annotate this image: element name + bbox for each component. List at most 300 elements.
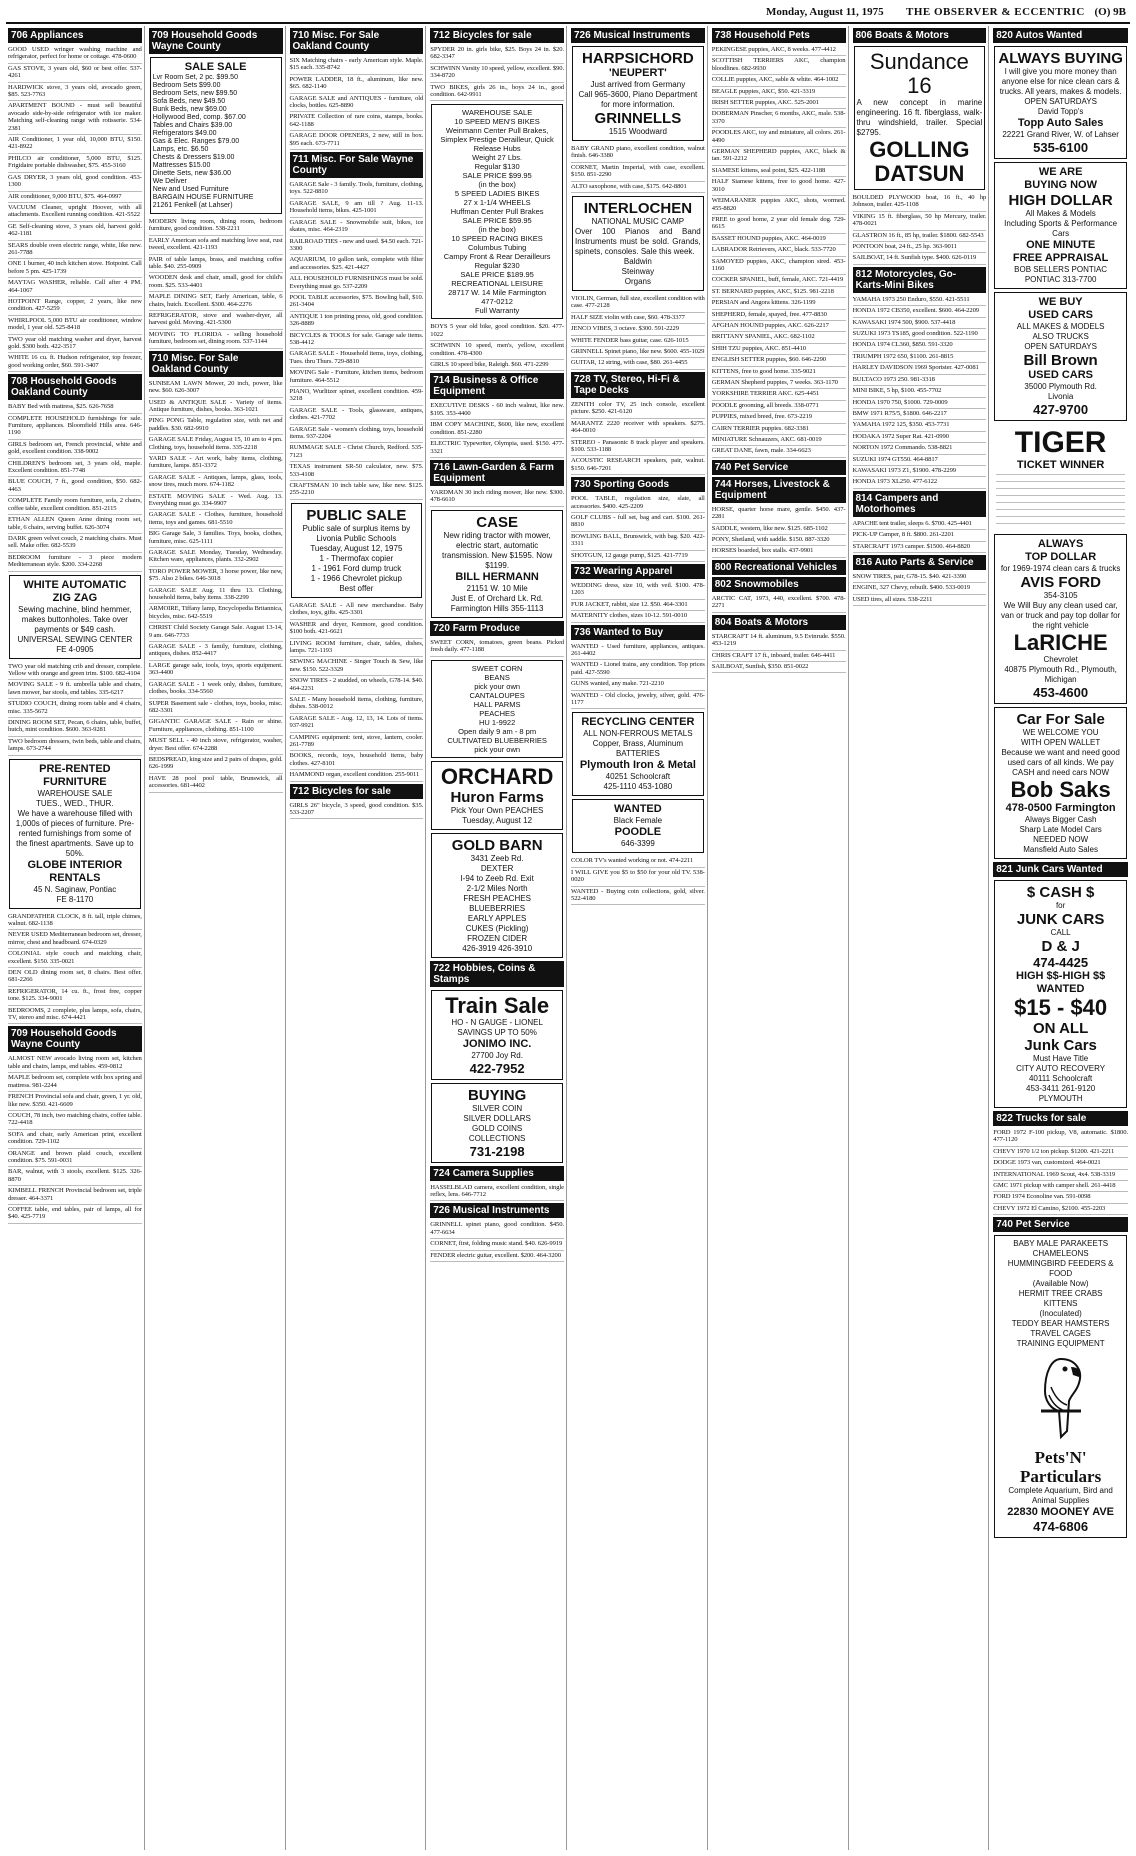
ad-line: Weinmann Center Pull Brakes, Simplex Prestige Derailleur, Quick Release Hubs xyxy=(440,126,554,154)
always-buying-line: David Topp's xyxy=(1037,107,1084,116)
classified-ad: MARANTZ 2220 receiver with speakers. $275. 464-0010 xyxy=(571,419,705,438)
classified-ad: FUR JACKET, rabbit, size 12. $50. 464-3301 xyxy=(571,600,705,611)
gold-barn-lines xyxy=(434,854,560,954)
classified-columns xyxy=(6,26,1130,1850)
classified-ad: GARAGE SALE - 1 week only, dishes, furniture, clothes, books. 334-5560 xyxy=(149,680,283,699)
classified-ad: AQUARIUM, 10 gallon tank, complete with filter and accessories. $25. 421-4427 xyxy=(290,255,424,274)
classified-ad: BEDROOM furniture - 3 piece modern Mediterranean style. $200. 334-2268 xyxy=(8,553,142,572)
tiger-title: TIGER xyxy=(1014,426,1107,459)
ad-line: BLUEBERRIES xyxy=(469,903,526,913)
ads-710 xyxy=(290,56,424,150)
ads-736b xyxy=(571,856,705,905)
classified-ad: ALMOST NEW avocado living room set, kitchen table and chairs, lamps, end tables. 459-0812 xyxy=(8,1054,142,1073)
zigzag-ad xyxy=(9,575,141,659)
ads-709 xyxy=(8,1054,142,1223)
classified-ad: SUNBEAM LAWN Mower, 20 inch, power, like new. $60. 626-3007 xyxy=(149,379,283,398)
public-sale-line: Best offer xyxy=(339,583,374,593)
sale-sale-ad xyxy=(150,57,282,214)
ad-line: Bedroom Sets, new $99.50 xyxy=(152,90,238,97)
classified-ad: USED tires, all sizes. 538-2211 xyxy=(853,595,987,606)
section-header-744: 744 Horses, Livestock & Equipment xyxy=(712,477,846,503)
recycling-line: 40251 Schoolcraft xyxy=(605,772,671,782)
ad-line: Lvr Room Set, 2 pc. $99.50 xyxy=(152,74,238,81)
zigzag-line: Sewing machine, blind hemmer, makes buttonholes. Take over payments or $49 cash. UNIVERSAL SEWING CENTER xyxy=(17,604,133,644)
classified-ad: TWO BIKES, girls 26 in., boys 24 in., good condition. 642-9911 xyxy=(430,83,564,102)
ads-708b xyxy=(8,662,142,756)
classified-ad: GREAT DANE, fawn, male. 334-6623 xyxy=(712,446,846,457)
classified-ad: SIX Matching chairs - early American style. Maple. $15 each. 335-8742 xyxy=(290,56,424,75)
column-7 xyxy=(851,26,990,1850)
classified-ad: WHITE FENDER bass guitar, case. 626-1015 xyxy=(571,336,705,347)
section-header-800: 800 Recreational Vehicles xyxy=(712,560,846,575)
ad-line: Chests & Dressers $19.00 xyxy=(152,154,235,161)
classified-ad: HONDA 1970 750, $1000. 729-0009 xyxy=(853,398,987,409)
high-dollar-line: WE ARE xyxy=(1038,166,1083,178)
orchard-line: Tuesday, August 12 xyxy=(462,815,533,825)
ad-line: EARLY APPLES xyxy=(467,913,527,923)
classified-ad: MODERN living room, dining room, bedroom furniture, good condition. 538-2211 xyxy=(149,217,283,236)
classified-ad: GIRLS 10 speed bike, Raleigh. $60. 471-2299 xyxy=(430,360,564,371)
car-for-sale-line: NEEDED NOW xyxy=(1033,835,1089,844)
classified-ad: GAS STOVE, 3 years old, $60 or best offer. 537-4261 xyxy=(8,64,142,83)
interlochen-line: Baldwin xyxy=(623,257,652,267)
classified-ad: SAILBOAT, 14 ft. Sunfish type. $400. 626-0119 xyxy=(853,253,987,264)
section-header-738: 738 Household Pets xyxy=(712,28,846,43)
ad-line: RECREATIONAL LEISURE xyxy=(451,279,543,289)
classified-ad: MAPLE bedroom set, complete with box spring and mattress. 981-2244 xyxy=(8,1073,142,1092)
classified-ad: POOL TABLE, regulation size, slate, all accessories. $400. 425-2209 xyxy=(571,494,705,513)
classified-ad: WHITE 16 cu. ft. Hudson refrigerator, top freezer, good working order, $60. 591-3407 xyxy=(8,353,142,372)
case-line: Farmington Hills 355-1113 xyxy=(450,603,544,613)
classified-ad: SALE - Many household items, clothing, furniture, dishes. 538-0012 xyxy=(290,695,424,714)
classified-ad: BABY GRAND piano, excellent condition, walnut finish. 646-3380 xyxy=(571,144,705,163)
recycling-line: ALL NON-FERROUS METALS xyxy=(583,729,693,739)
junk-line: ON ALL xyxy=(1032,1020,1089,1037)
section-header-722: 722 Hobbies, Coins & Stamps xyxy=(430,961,564,987)
classified-ad: HONDA 1974 CL360, $850. 591-3320 xyxy=(853,340,987,351)
prerented-line: FE 8-1170 xyxy=(56,894,94,904)
high-dollar-line: Including Sports & Performance Cars xyxy=(1004,219,1118,238)
high-dollar-line: BOB SELLERS PONTIAC xyxy=(1014,265,1108,274)
ad-line: Bedroom Sets $99.00 xyxy=(152,82,221,89)
sundance-ad xyxy=(854,46,986,190)
classified-ad: CHRIST Child Society Garage Sale. August 13-14, 9 am. 646-7733 xyxy=(149,623,283,642)
classified-ad: GAS DRYER, 3 years old, good condition. 453-1300 xyxy=(8,173,142,192)
warehouse-sale-ad xyxy=(431,104,563,319)
harpsichord-ad xyxy=(572,46,704,141)
classified-ad: FREE to good home, 2 year old female dog. 729-6615 xyxy=(712,215,846,234)
classified-ad: WANTED - Used furniture, appliances, antiques. 261-4402 xyxy=(571,642,705,661)
classified-ad: NORTON 1972 Commando. 538-8821 xyxy=(853,443,987,454)
ads-730 xyxy=(571,494,705,562)
prerented-line: TUES., WED., THUR. xyxy=(36,798,114,808)
pets-n-particulars-name: Pets'N' Particulars xyxy=(1020,1448,1102,1487)
classified-ad: GARAGE SALE - All new merchandise. Baby clothes, toys, gifts. 425-3301 xyxy=(290,601,424,620)
classified-ad: GLASTRON 16 ft., 85 hp, trailer. $1800. 682-5543 xyxy=(853,231,987,242)
section-header-822: 822 Trucks for sale xyxy=(993,1111,1128,1126)
section-header-724: 724 Camera Supplies xyxy=(430,1166,564,1181)
ad-line: SALE PRICE $59.95 xyxy=(462,216,532,226)
classified-ad: VACUUM Cleaner, upright Hoover, with all attachments. Excellent running condition. 421-5522 xyxy=(8,203,142,222)
classified-ad: RAILROAD TIES - new and used. $4.50 each. 721-3300 xyxy=(290,237,424,256)
classified-ad: GARAGE SALE, 9 am till ? Aug. 11-13. Household items, bikes. 425-1001 xyxy=(290,199,424,218)
avis-line: ALWAYS xyxy=(1037,538,1084,550)
ads-711 xyxy=(290,180,424,500)
classified-ad: COFFEE table, end tables, pair of lamps, all for $40. 425-7719 xyxy=(8,1205,142,1224)
junk-line: WANTED xyxy=(1036,983,1085,995)
classified-ad: BMW 1971 R75/5, $1800. 646-2217 xyxy=(853,409,987,420)
junk-line: Must Have Title xyxy=(1033,1054,1089,1063)
classified-ad: LARGE garage sale, tools, toys, sports equipment. 363-4400 xyxy=(149,661,283,680)
lariche-name: LaRICHE xyxy=(1013,630,1108,655)
junk-line: $ CASH $ xyxy=(1026,884,1095,901)
ad-line: 10 SPEED RACING BIKES xyxy=(451,234,543,244)
poodle-line: Black Female xyxy=(613,816,663,826)
ad-line: HU 1-9922 xyxy=(478,717,516,727)
orchard-line: Pick Your Own PEACHES xyxy=(450,805,544,815)
interlochen-line: Organs xyxy=(624,277,651,287)
ads-732 xyxy=(571,581,705,623)
gold-barn-title: GOLD BARN xyxy=(451,836,543,854)
classified-ad: CHILDREN'S bedroom set, 3 years old, maple. Excellent condition. 851-7748 xyxy=(8,459,142,478)
classified-ad: SPYDER 20 in. girls bike, $25. Boys 24 in. $20. 682-3347 xyxy=(430,45,564,64)
classified-ad: BASSET HOUND puppies, AKC. 464-0019 xyxy=(712,234,846,245)
zigzag-line: ZIG ZAG xyxy=(52,591,98,604)
classified-ad: YORKSHIRE TERRIER AKC. 625-4451 xyxy=(712,389,846,400)
classified-ad: GIRLS 26" bicycle, 3 speed, good condition. $35. 533-2207 xyxy=(290,801,424,820)
classified-ad: BOOKS, records, toys, household items, baby clothes. 427-8101 xyxy=(290,751,424,770)
classified-ad: MATERNITY clothes, sizes 10-12. 591-0010 xyxy=(571,611,705,622)
classified-ad: GARAGE SALE - Tools, glassware, antiques, clothes. 421-7702 xyxy=(290,406,424,425)
section-header-732: 732 Wearing Apparel xyxy=(571,564,705,579)
car-for-sale-line: Because we want and need good used cars of all kinds. We pay CASH and need cars NOW xyxy=(1001,748,1120,777)
buying-line: COLLECTIONS xyxy=(468,1133,526,1143)
classified-ad: BEDROOMS, 2 complete, plus lamps, sofa, chairs, TV, stereo and misc. 674-4421 xyxy=(8,1006,142,1025)
car-for-sale-line: WITH OPEN WALLET xyxy=(1020,738,1101,747)
classified-ad: PAIR of table lamps, brass, and matching coffee table. $40. 255-0909 xyxy=(149,255,283,274)
classified-ad: YAMAHA 1973 250 Enduro, $550. 421-5511 xyxy=(853,295,987,306)
section-header-821: 821 Junk Cars Wanted xyxy=(993,862,1128,877)
ad-line: Weight 27 Lbs. xyxy=(472,153,523,163)
avis-line: TOP DOLLAR xyxy=(1025,551,1097,563)
classified-ad: EXECUTIVE DESKS - 60 inch walnut, like new. $195. 353-4400 xyxy=(430,401,564,420)
pets-line: Complete Aquarium, Bird and Animal Supplies xyxy=(1008,1486,1113,1506)
classified-ad: HARLEY DAVIDSON 1969 Sportster. 427-0081 xyxy=(853,363,987,374)
masthead-paper-name: THE OBSERVER & ECCENTRIC xyxy=(906,6,1085,18)
classified-ad: HAMMOND organ, excellent condition. 255-9011 xyxy=(290,770,424,781)
car-for-sale-line: Always Bigger Cash xyxy=(1024,815,1097,824)
classified-ad: STARCRAFT 1973 camper. $1500. 464-8820 xyxy=(853,542,987,553)
always-buying-line: OPEN SATURDAYS xyxy=(1024,97,1097,106)
ad-line: pick your own xyxy=(474,681,521,691)
ad-line: Sofa Beds, new $49.50 xyxy=(152,98,226,105)
classified-ad: REFRIGERATOR, 14 cu. ft., frost free, copper tone. $125. 334-9001 xyxy=(8,987,142,1006)
classified-ad: SCHWINN 10 speed, men's, yellow, excellent condition. 478-4300 xyxy=(430,341,564,360)
sale-title: SALE SALE xyxy=(184,61,247,73)
always-buying-line: 22221 Grand River, W. of Lahser xyxy=(1002,130,1119,139)
ad-line: We Deliver xyxy=(152,178,187,185)
ads-812 xyxy=(853,295,987,489)
ad-line: 28717 W. 14 Mile Farmington xyxy=(448,288,547,298)
ads-802 xyxy=(712,594,846,613)
classified-ad: HORSE, quarter horse mare, gentle. $450. 437-2281 xyxy=(712,505,846,524)
bill-brown-ad xyxy=(994,292,1127,421)
high-dollar-line: PONTIAC 313-7700 xyxy=(1024,275,1097,284)
classified-ad: CHEVY 1972 El Camino, $2100. 455-2203 xyxy=(993,1204,1128,1215)
lariche-body: We Will Buy any clean used car, van or truck and pay top dollar for the right vehicle xyxy=(1001,601,1121,630)
public-sale-line: Public sale of surplus items by Livonia Public Schools xyxy=(302,523,411,543)
classified-ad: BICYCLES & TOOLS for sale. Garage sale items. 538-4412 xyxy=(290,331,424,350)
ads-726 xyxy=(430,1220,564,1262)
section-header-714: 714 Business & Office Equipment xyxy=(430,373,564,399)
classified-ad: SAILBOAT, Sunfish, $350. 851-0022 xyxy=(712,662,846,673)
poodle-line: WANTED xyxy=(614,803,662,816)
high-dollar-line: FREE APPRAISAL xyxy=(1012,252,1109,264)
classified-ad: BRITTANY SPANIEL, AKC. 682-1102 xyxy=(712,332,846,343)
case-line: 21151 W. 10 Mile xyxy=(466,583,528,593)
section-header-726: 726 Musical Instruments xyxy=(430,1203,564,1218)
ad-line: Open daily 9 am - 8 pm xyxy=(458,726,537,736)
section-header-709: 709 Household Goods Wayne County xyxy=(149,28,283,54)
junk-line: CALL xyxy=(1050,928,1071,937)
bill-brown-line: WE BUY xyxy=(1038,296,1083,308)
pets-phone: 474-6806 xyxy=(1033,1519,1089,1535)
classified-ad: ENGLISH SETTER puppies, $60. 646-2290 xyxy=(712,355,846,366)
ads-728 xyxy=(571,400,705,475)
prerented-ad xyxy=(9,759,141,909)
junk-line: 474-4425 xyxy=(1033,955,1089,970)
ad-line: Columbus Tubing xyxy=(467,243,527,253)
recycling-line: Plymouth Iron & Metal xyxy=(579,759,696,772)
ad-line: Hollywood Bed, comp. $67.00 xyxy=(152,114,246,121)
ad-line: HALL PARMS xyxy=(473,699,521,709)
classified-ad: GARAGE SALE and ANTIQUES - furniture, old clocks, bottles. 625-8890 xyxy=(290,94,424,113)
section-header-730: 730 Sporting Goods xyxy=(571,477,705,492)
section-header-728: 728 TV, Stereo, Hi-Fi & Tape Decks xyxy=(571,372,705,398)
buying-phone: 731-2198 xyxy=(469,1143,525,1159)
train-sale-title: Train Sale xyxy=(445,992,550,1018)
masthead-date: Monday, August 11, 1975 xyxy=(766,6,884,18)
classified-ad: BEAGLE puppies, AKC, $50. 421-3319 xyxy=(712,87,846,98)
orchard-ad xyxy=(431,761,563,830)
junk-line: PLYMOUTH xyxy=(1038,1094,1083,1103)
classified-ad: PONTOON boat, 24 ft., 25 hp. 363-9011 xyxy=(853,242,987,253)
classified-ad: SOFA and chair, early American print, excellent condition. 729-1102 xyxy=(8,1130,142,1149)
section-header-736: 736 Wanted to Buy xyxy=(571,625,705,640)
pets-line: (Inoculated) xyxy=(1039,1309,1082,1319)
wanted-poodle-ad xyxy=(572,799,704,853)
pets-line: KITTENS xyxy=(1043,1299,1078,1309)
classified-ad: WANTED - Old clocks, jewelry, silver, gold. 476-1177 xyxy=(571,691,705,710)
classified-ad: VIOLIN, German, full size, excellent condition with case. 477-2128 xyxy=(571,294,705,313)
classified-ad: USED & ANTIQUE SALE - Variety of items. Antique furniture, dishes, books. 363-1021 xyxy=(149,398,283,417)
section-header-709: 709 Household Goods Wayne County xyxy=(8,1026,142,1052)
classified-ad: PIANO, Wurlitzer spinet, excellent condition. 459-3218 xyxy=(290,387,424,406)
classified-ad: TWO bedroom dressers, twin beds, table and chairs, lamps. 673-2744 xyxy=(8,737,142,756)
classified-ad: HAVE 28 pool pool table, Brunswick, all accessories. 681-4402 xyxy=(149,774,283,793)
classified-ad: GIGANTIC GARAGE SALE - Rain or shine. Furniture, appliances, clothing. 851-1100 xyxy=(149,717,283,736)
high-dollar-line: ONE MINUTE xyxy=(1026,239,1096,251)
section-header-804: 804 Boats & Motors xyxy=(712,615,846,630)
pets-line: TEDDY BEAR HAMSTERS xyxy=(1011,1319,1110,1329)
classified-ad: WEDDING dress, size 10, with veil. $100. 478-1203 xyxy=(571,581,705,600)
classified-ad: DOBERMAN Pinscher, 6 months, AKC, male. 538-3370 xyxy=(712,109,846,128)
ads-712 xyxy=(430,45,564,101)
section-header-740: 740 Pet Service xyxy=(993,1217,1128,1232)
sale-lines xyxy=(153,74,279,210)
ads-708 xyxy=(8,402,142,571)
interlochen-ad xyxy=(572,196,704,291)
classified-ad: HALF Siamese kittens, free to good home. 427-3010 xyxy=(712,177,846,196)
column-4 xyxy=(428,26,567,1850)
classified-ad: HONDA 1973 XL250. 477-6122 xyxy=(853,477,987,488)
ad-line: Full Warranty xyxy=(474,306,520,316)
classified-ad: FENDER electric guitar, excellent. $200. 464-3200 xyxy=(430,1251,564,1262)
classified-ad: BOYS 5 year old bike, good condition. $20. 477-1022 xyxy=(430,322,564,341)
classified-ad: ETHAN ALLEN Queen Anne dining room set, table, 6 chairs, serving buffet. 626-3074 xyxy=(8,515,142,534)
ad-line: pick your own xyxy=(474,744,521,754)
ad-line: BARGAIN HOUSE FURNITURE xyxy=(152,194,254,201)
section-header-710: 710 Misc. For Sale Oakland County xyxy=(290,28,424,54)
lariche-line: 40875 Plymouth Rd., Plymouth, Michigan xyxy=(1004,665,1117,684)
classified-ad: PERSIAN and Angora kittens. 326-1199 xyxy=(712,298,846,309)
section-header-816: 816 Auto Parts & Service xyxy=(853,555,987,570)
classified-ad: GARAGE SALE Aug. 11 thru 13. Clothing, household items, baby items. 338-2299 xyxy=(149,586,283,605)
masthead-page-number: (O) 9B xyxy=(1094,6,1126,18)
classified-ad: SHIH TZU puppies, AKC. 851-4410 xyxy=(712,344,846,355)
ads-720 xyxy=(430,638,564,657)
classified-ad: GRANDFATHER CLOCK, 8 ft. tall, triple chimes, walnut. 682-1138 xyxy=(8,912,142,931)
classified-ad: SCOTTISH TERRIERS AKC, champion bloodlines. 682-9930 xyxy=(712,56,846,75)
zigzag-line: WHITE AUTOMATIC xyxy=(23,578,127,591)
classified-ad: STEREO - Panasonic 8 track player and speakers. $100. 533-1188 xyxy=(571,438,705,457)
classified-ad: KITTENS, free to good home. 335-9021 xyxy=(712,367,846,378)
public-sale-ad xyxy=(291,503,423,598)
bill-brown-line: Livonia xyxy=(1047,392,1074,401)
classified-ad: SEWING MACHINE - Singer Touch & Sew, like new. $150. 522-3329 xyxy=(290,657,424,676)
classified-ad: GOOD USED wringer washing machine and refrigerator, perfect for home or cottage. 478-0600 xyxy=(8,45,142,64)
junk-line: Junk Cars xyxy=(1024,1037,1097,1054)
prerented-line: We have a warehouse filled with 1,000s of pieces of furniture. Pre-rented furnishings from some of the finest apartments. Save up to 50%. xyxy=(15,808,135,858)
classified-ad: AFGHAN HOUND puppies, AKC. 626-2217 xyxy=(712,321,846,332)
classified-ad: GOLF CLUBS - full set, bag and cart. $100. 261-8810 xyxy=(571,513,705,532)
case-tractor-ad xyxy=(431,510,563,618)
junk-line: HIGH $$-HIGH $$ xyxy=(1016,970,1106,982)
case-line: Just E. of Orchard Lk. Rd. xyxy=(451,593,544,603)
ad-line: 477-0212 xyxy=(481,297,513,307)
harpsichord-title: HARPSICHORD xyxy=(582,50,694,67)
classified-ad: SUZUKI 1973 TS185, good condition. 522-1190 xyxy=(853,329,987,340)
ad-line: SALE PRICE $99.95 xyxy=(462,171,532,181)
classified-ad: SUPER Basement sale - clothes, toys, books, misc. 682-3301 xyxy=(149,699,283,718)
classified-ad: PICK-UP Camper, 8 ft. $800. 261-2201 xyxy=(853,530,987,541)
recycling-title: RECYCLING CENTER xyxy=(581,716,695,729)
classified-ad: BOWLING BALL, Brunswick, with bag. $20. 422-3311 xyxy=(571,532,705,551)
classified-ad: CRAFTSMAN 10 inch table saw, like new. $125. 255-2210 xyxy=(290,481,424,500)
classified-ad: GARAGE SALE Monday, Tuesday, Wednesday. Kitchen ware, appliances, plants. 332-2902 xyxy=(149,548,283,567)
pets-line: HERMIT TREE CRABS xyxy=(1018,1289,1103,1299)
train-sale-line: HO - N GAUGE - LIONEL xyxy=(451,1017,543,1027)
classified-ad: PEKINGESE puppies, AKC, 8 weeks. 477-4412 xyxy=(712,45,846,56)
classified-ad: PHILCO air conditioner, 5,000 BTU, $125. Frigidaire portable dishwasher, $75. 455-3160 xyxy=(8,154,142,173)
ads-712 xyxy=(290,801,424,820)
prerented-line: WAREHOUSE SALE xyxy=(37,788,113,798)
column-8 xyxy=(991,26,1130,1850)
car-for-sale-ad xyxy=(994,707,1127,859)
section-header-802: 802 Snowmobiles xyxy=(712,577,846,592)
classified-ad: COCKER SPANIEL, buff, female, AKC. 721-4419 xyxy=(712,275,846,286)
ads-724 xyxy=(430,1183,564,1202)
ad-line: (in the box) xyxy=(478,225,516,235)
column-2 xyxy=(147,26,286,1850)
junk-line: for xyxy=(1055,901,1066,910)
sundance-title: Sundance 16 xyxy=(869,49,969,98)
classified-ad: IRISH SETTER puppies, AKC. 525-2001 xyxy=(712,98,846,109)
classified-ad: ELECTRIC Typewriter, Olympia, used. $150. 477-3321 xyxy=(430,439,564,458)
section-header-712: 712 Bicycles for sale xyxy=(430,28,564,43)
recycling-ad xyxy=(572,712,704,796)
junk-line: 40111 Schoolcraft xyxy=(1028,1074,1093,1083)
classified-ad: ENGINE, 327 Chevy, rebuilt. $400. 533-0019 xyxy=(853,583,987,594)
classified-ad: WOODEN desk and chair, small, good for child's room. $25. 533-4401 xyxy=(149,273,283,292)
classified-ad: BABY Bed with mattress, $25. 626-7658 xyxy=(8,402,142,413)
car-for-sale-line: 478-0500 Farmington xyxy=(1005,802,1116,814)
classified-ad: WANTED - Buying coin collections, gold, silver. 522-4180 xyxy=(571,887,705,906)
classified-ad: TWO year old matching washer and dryer, harvest gold. $300 both. 422-3517 xyxy=(8,335,142,354)
classified-ad: ALTO saxophone, with case, $175. 642-8801 xyxy=(571,182,705,193)
prerented-line: PRE-RENTED FURNITURE xyxy=(39,762,111,788)
ad-line: New and Used Furniture xyxy=(152,186,229,193)
ads-814 xyxy=(853,519,987,553)
always-buying-line: I will give you more money than anyone else for nice clean cars & trucks. All years, makes & models. xyxy=(999,67,1122,96)
sweet-corn-ad xyxy=(431,660,563,758)
classified-ad: POODLE grooming, all breeds. 338-0771 xyxy=(712,401,846,412)
section-header-708: 708 Household Goods Oakland County xyxy=(8,374,142,400)
ads-726 xyxy=(571,144,705,193)
junk-cars-ad xyxy=(994,880,1127,1108)
classified-ad: SAMOYED puppies, AKC, champion sired. 453-1160 xyxy=(712,257,846,276)
prerented-line: 45 N. Saginaw, Pontiac xyxy=(33,884,117,894)
ad-line: 10 SPEED MEN'S BIKES xyxy=(454,117,540,127)
ad-line: Huffman Center Pull Brakes xyxy=(450,207,544,217)
junk-line: D & J xyxy=(1041,938,1080,955)
ad-line: SALE PRICE $189.95 xyxy=(460,270,534,280)
classified-ad: SCHWINN Varsity 10 speed, yellow, excellent. $90. 334-8720 xyxy=(430,64,564,83)
train-sale-line: 27700 Joy Rd. xyxy=(471,1050,523,1060)
buying-line: GOLD COINS xyxy=(472,1123,523,1133)
classified-ad: ONE 1 burner, 40 inch kitchen stove. Hotpoint. Call before 5 pm. 425-1739 xyxy=(8,259,142,278)
ad-line: Refrigerators $49.00 xyxy=(152,130,217,137)
classified-ad: HODAKA 1972 Super Rat. 421-0990 xyxy=(853,432,987,443)
recycling-line: 425-1110 453-1080 xyxy=(603,782,673,792)
bill-brown-line: ALSO TRUCKS xyxy=(1032,332,1089,341)
classified-ad: BAR, walnut, with 3 stools, excellent. $125. 326-8870 xyxy=(8,1167,142,1186)
ad-line: I-94 to Zeeb Rd. Exit xyxy=(460,873,534,883)
classified-ad: COUCH, 78 inch, two matching chairs, coffee table. 722-4418 xyxy=(8,1111,142,1130)
classified-ad: PRIVATE Collection of rare coins, stamps, books. 642-1188 xyxy=(290,112,424,131)
ad-line: Campy Front & Rear Derailleurs xyxy=(443,252,551,262)
classified-ad: CHEVY 1970 1/2 ton pickup. $1200. 421-2211 xyxy=(993,1147,1128,1158)
ads-806 xyxy=(853,193,987,265)
ad-line: Regular $130 xyxy=(474,162,520,172)
pets-line: CHAMELEONS xyxy=(1032,1249,1089,1259)
classified-ad: ZENITH color TV, 25 inch console, excellent picture. $250. 421-6120 xyxy=(571,400,705,419)
classified-ad: EARLY American sofa and matching love seat, rust tweed, excellent. 421-1193 xyxy=(149,236,283,255)
classified-ad: AIR conditioner, 9,000 BTU, $75. 464-0997 xyxy=(8,192,142,203)
classified-ad: GARAGE SALE - Household items, toys, clothing, Tues. thru Thurs. 729-8810 xyxy=(290,349,424,368)
classified-ad: GARAGE Sale - 3 family. Tools, furniture, clothing, toys. 522-8810 xyxy=(290,180,424,199)
fine-print-lines xyxy=(996,472,1125,528)
